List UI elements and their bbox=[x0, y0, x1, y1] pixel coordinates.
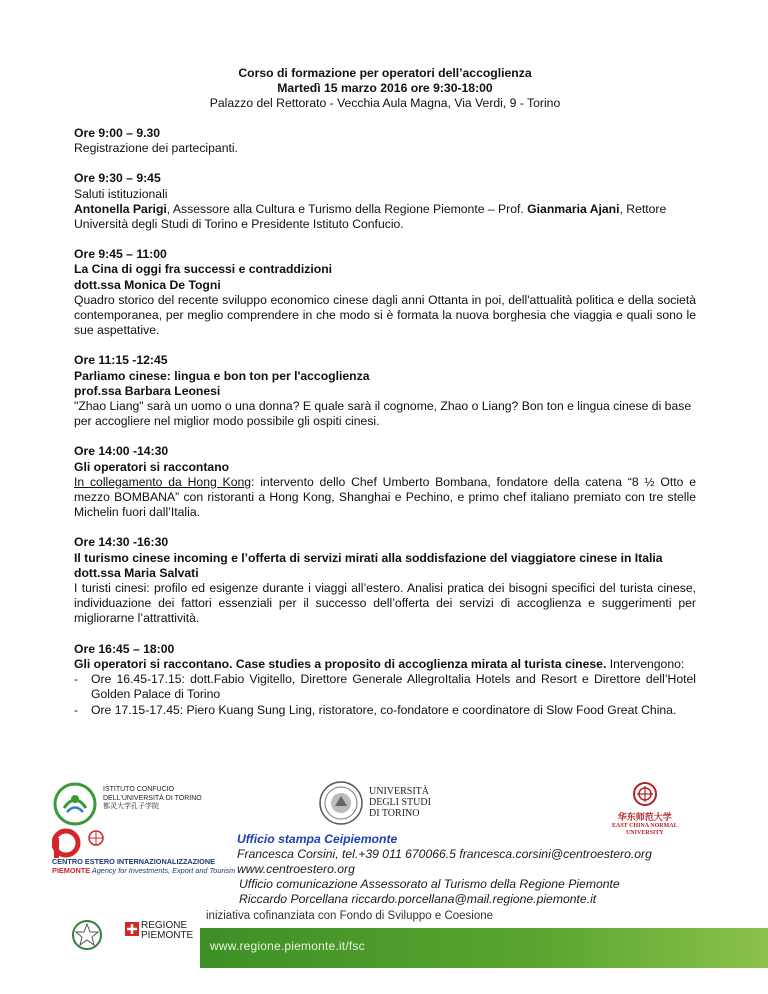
list-item: - Ore 17.15-17.45: Piero Kuang Sung Ling, ristoratore, co-fondatore e coordinatore di Slow Food Great China. bbox=[74, 703, 696, 718]
session-text: Registrazione dei partecipanti. bbox=[74, 141, 238, 156]
session-title: Gli operatori si raccontano. Case studies a proposito di accoglienza mirata al turista cinese. bbox=[74, 656, 607, 671]
list-item: - Ore 16.45-17.15: dott.Fabio Vigitello, Direttore Generale AllegroItalia Hotels and Resort e Direttore dell’Hotel Golden Palace di Torino bbox=[74, 672, 696, 702]
footer-url[interactable]: www.regione.piemonte.it/fsc bbox=[210, 939, 365, 953]
session-title: La Cina di oggi fra successi e contraddizioni bbox=[74, 262, 333, 277]
ecnu-emblem-icon bbox=[619, 781, 671, 807]
logo-line: UNIVERSITÀ bbox=[369, 786, 429, 797]
contact-line: Francesca Corsini, tel.+39 011 670066.5 francesca.corsini@centroestero.org bbox=[237, 847, 652, 861]
ecnu-name-line: EAST CHINA NORMAL bbox=[612, 823, 678, 829]
session-7 bbox=[74, 642, 696, 718]
session-time: Ore 14:00 -14:30 bbox=[74, 444, 169, 459]
session-time: Ore 9:45 – 11:00 bbox=[74, 247, 167, 262]
session-time: Ore 9:00 – 9.30 bbox=[74, 126, 161, 140]
session-title: Gli operatori si raccontano bbox=[74, 459, 230, 474]
session-speaker: dott.ssa Monica De Togni bbox=[74, 277, 221, 292]
logo-line: PIEMONTE bbox=[141, 930, 194, 941]
session-text-body: : intervento dello Chef Umberto Bombana, fondatore della catena “8 ½ Otto e mezzo BOMBANA” con ristoranti a Hong Kong, Shanghai e Pechino, e primo chef italiano premiato con tre stelle Michelin fuori dall’Italia. bbox=[74, 474, 696, 520]
speaker-name: Gianmaria Ajani bbox=[527, 201, 620, 216]
session-subtitle: Saluti istituzionali bbox=[74, 186, 168, 201]
session-6 bbox=[74, 535, 696, 626]
session-time: Ore 11:15 -12:45 bbox=[74, 353, 168, 368]
logo-line bbox=[52, 867, 235, 876]
course-title: Corso di formazione per operatori dell’accoglienza bbox=[238, 66, 532, 80]
ecnu-name-line: UNIVERSITY bbox=[625, 829, 664, 836]
ecnu-logo bbox=[612, 781, 678, 836]
session-title-line bbox=[74, 657, 696, 672]
session-intro: Intervengono: bbox=[606, 656, 685, 671]
logo-line: DEGLI STUDI bbox=[369, 797, 431, 808]
session-speaker: prof.ssa Barbara Leonesi bbox=[74, 383, 221, 398]
session-time: Ore 9:30 – 9:45 bbox=[74, 171, 161, 186]
contact-line: Riccardo Porcellana riccardo.porcellana@mail.regione.piemonte.it bbox=[239, 892, 597, 906]
session-text: Quadro storico del recente sviluppo economico cinese dagli anni Ottanta in poi, dell'attualità politica e della società contemporanea, per meglio comprendere in che modo si è formata la nuova borghesia che viaggia e quali sono le sue aspettative. bbox=[74, 292, 696, 338]
session-time: Ore 16:45 – 18:00 bbox=[74, 641, 175, 656]
logo-tagline: Agency for Investments, Export and Tourism bbox=[90, 865, 236, 875]
session-2 bbox=[74, 171, 696, 232]
session-speakers bbox=[74, 202, 696, 232]
contact-website: www.centroestero.org bbox=[237, 862, 355, 876]
session-text: I turisti cinesi: profilo ed esigenze durante i viaggi all’estero. Analisi pratica dei bisogni specifici del turista cinese, individuazione dei fattori essenziali per il successo dell’offerta dei servizi di accoglienza e suggerimenti per migliorarne l’attrattività. bbox=[74, 581, 696, 626]
logo-line: DI TORINO bbox=[369, 808, 420, 819]
logo-piemonte: PIEMONTE bbox=[52, 865, 91, 875]
session-text: "Zhao Liang" sarà un uomo o una donna? E quale sarà il cognome, Zhao o Liang? Bon ton e lingua cinese di base per accogliere nel miglior modo possibile gli ospiti cinesi. bbox=[74, 399, 692, 429]
logo-line: CENTRO ESTERO INTERNAZIONALIZZAZIONE bbox=[52, 857, 215, 866]
unito-text bbox=[369, 786, 431, 819]
press-contacts bbox=[237, 832, 652, 907]
session-title: Parliamo cinese: lingua e bon ton per l'accoglienza bbox=[74, 368, 370, 383]
footer-green-band bbox=[200, 928, 768, 968]
confucius-institute-text bbox=[103, 786, 202, 812]
confucius-institute-logo bbox=[52, 782, 98, 831]
speaker-role: , Rettore Università degli Studi di Torino e Presidente Istituto Confucio. bbox=[74, 201, 667, 232]
speaker-role: , Assessore alla Cultura e Turismo della Regione Piemonte – Prof. bbox=[166, 201, 528, 216]
ceipiemonte-mark-icon bbox=[52, 828, 114, 858]
cofinancing-bar bbox=[200, 906, 768, 926]
course-date: Martedì 15 marzo 2016 ore 9:30-18:00 bbox=[277, 81, 493, 95]
session-3 bbox=[74, 247, 696, 338]
logo-line: DELL'UNIVERSITÀ DI TORINO bbox=[103, 794, 202, 802]
star-emblem-icon bbox=[70, 918, 104, 952]
session-1 bbox=[74, 126, 696, 156]
regione-text bbox=[141, 921, 193, 941]
session-time: Ore 14:30 -16:30 bbox=[74, 535, 169, 550]
course-venue: Palazzo del Rettorato - Vecchia Aula Magna, Via Verdi, 9 - Torino bbox=[209, 96, 561, 110]
programme bbox=[74, 66, 696, 733]
live-link: In collegamento da Hong Kong bbox=[74, 474, 252, 489]
university-seal-icon bbox=[318, 780, 364, 826]
speaker-name: Antonella Parigi bbox=[74, 201, 167, 216]
session-5 bbox=[74, 444, 696, 520]
press-office-title: Ufficio stampa Ceipiemonte bbox=[237, 832, 398, 846]
session-title: Il turismo cinese incoming e l’offerta di servizi mirati alla soddisfazione del viaggiatore cinese in Italia bbox=[74, 550, 663, 565]
session-speaker: dott.ssa Maria Salvati bbox=[74, 565, 199, 580]
speaker-list bbox=[74, 672, 696, 718]
regione-logo bbox=[125, 922, 139, 941]
session-text bbox=[74, 475, 696, 521]
confucius-emblem-icon bbox=[52, 782, 98, 826]
unito-seal bbox=[318, 780, 364, 831]
italian-republic-emblem bbox=[70, 918, 104, 957]
ceipiemonte-text bbox=[52, 858, 235, 875]
header bbox=[74, 66, 696, 111]
regione-flag-icon bbox=[125, 922, 139, 936]
cofinancing-text: iniziativa cofinanziata con Fondo di Sviluppo e Coesione bbox=[206, 910, 494, 922]
logo-line: 都灵大学孔子学院 bbox=[103, 803, 159, 810]
contact-line: Ufficio comunicazione Assessorato al Turismo della Regione Piemonte bbox=[239, 877, 620, 891]
ecnu-chinese-name: 华东师范大学 bbox=[617, 812, 672, 822]
logo-line: ISTITUTO CONFUCIO bbox=[103, 786, 175, 793]
logo-line: REGIONE bbox=[141, 920, 188, 931]
session-4 bbox=[74, 353, 696, 429]
